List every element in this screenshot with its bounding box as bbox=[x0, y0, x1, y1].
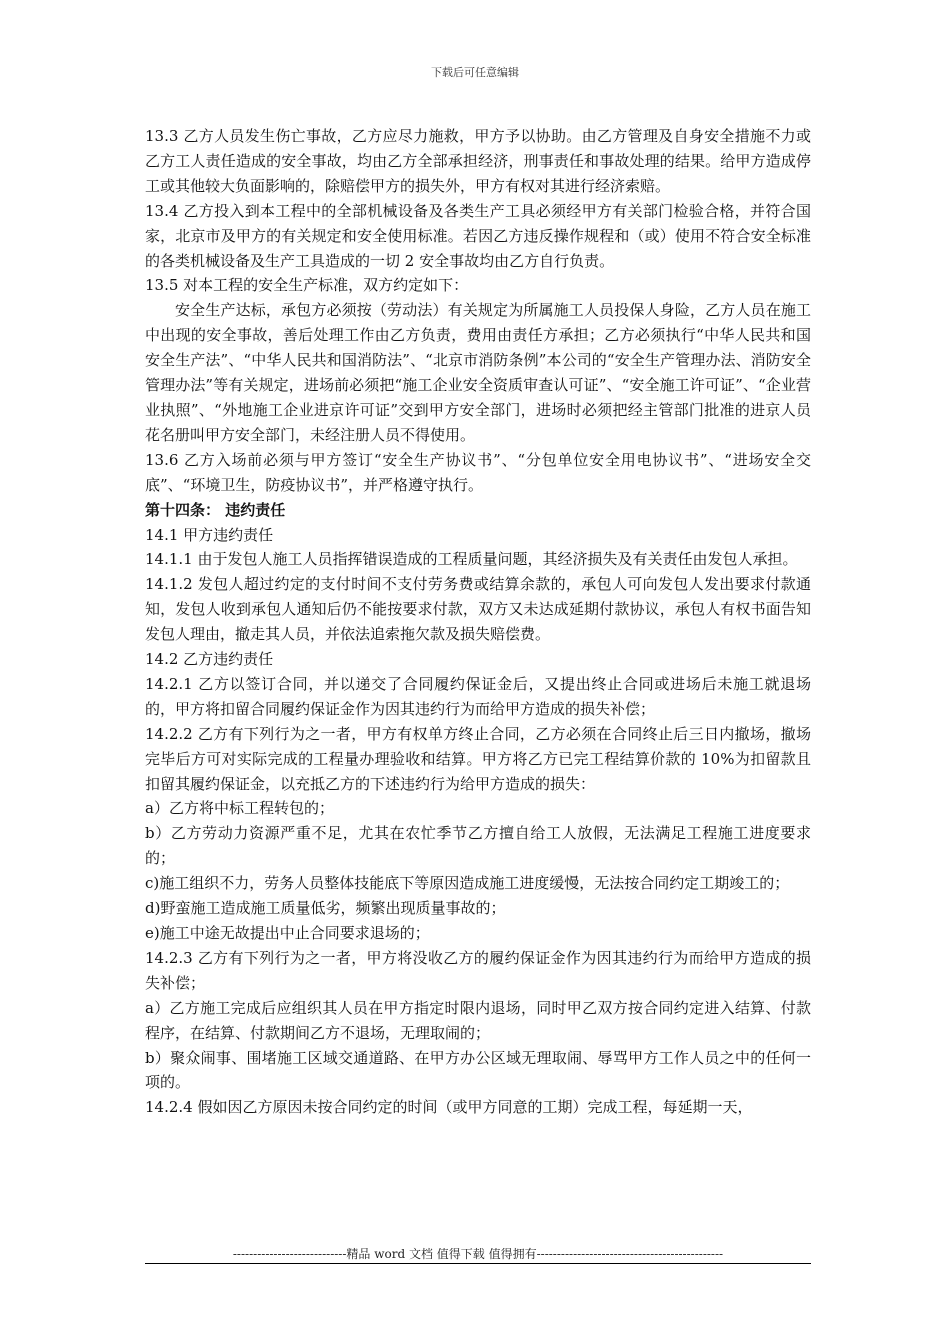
paragraph: 14.1.1 由于发包人施工人员指挥错误造成的工程质量问题，其经济损失及有关责任由发包人承担。 bbox=[145, 550, 798, 569]
paragraph: 14.2.1 乙方以签订合同，并以递交了合同履约保证金后，又提出终止合同或进场后未施工就退场的，甲方将扣留合同履约保证金作为因其违约行为而给甲方造成的损失补偿； bbox=[145, 674, 811, 718]
paragraph: b）聚众闹事、围堵施工区域交通道路、在甲方办公区域无理取闹、辱骂甲方工作人员之中的任何一项的。 bbox=[145, 1048, 811, 1092]
paragraph: 14.2.3 乙方有下列行为之一者，甲方将没收乙方的履约保证金作为因其违约行为而给甲方造成的损失补偿； bbox=[145, 948, 811, 992]
paragraph: e)施工中途无故提出中止合同要求退场的； bbox=[145, 924, 430, 942]
paragraph: 13.6 乙方入场前必须与甲方签订“安全生产协议书”、“分包单位安全用电协议书”、“进场安全交底”、“环境卫生，防疫协议书”，并严格遵守执行。 bbox=[145, 450, 811, 494]
paragraph: a）乙方施工完成后应组织其人员在甲方指定时限内退场，同时甲乙双方按合同约定进入结算、付款程序，在结算、付款期间乙方不退场，无理取闹的； bbox=[145, 998, 811, 1042]
page-footer: ----------------------------精品 word 文档 值得下载 值得拥有---------------------------------------------- bbox=[232, 1247, 724, 1261]
paragraph: b）乙方劳动力资源严重不足，尤其在农忙季节乙方擅自给工人放假，无法满足工程施工进度要求的； bbox=[145, 824, 811, 868]
paragraph: 13.4 乙方投入到本工程中的全部机械设备及各类生产工具必须经甲方有关部门检验合格，并符合国家，北京市及甲方的有关规定和安全使用标准。若因乙方违反操作规程和（或）使用不符合安全标准的各类机械设备及生产工具造成的一切 2 安全事故均由乙方自行负责。 bbox=[145, 201, 811, 270]
paragraph: 14.1.2 发包人超过约定的支付时间不支付劳务费或结算余款的，承包人可向发包人发出要求付款通知，发包人收到承包人通知后仍不能按要求付款，双方又未达成延期付款协议，承包人有权书面告知发包人理由，撤走其人员，并依法追索拖欠款及损失赔偿费。 bbox=[145, 575, 811, 644]
section-heading: 第十四条： 违约责任 bbox=[145, 500, 286, 519]
footer-rule bbox=[145, 1263, 811, 1264]
paragraph: 14.2 乙方违约责任 bbox=[145, 650, 274, 669]
paragraph: 13.3 乙方人员发生伤亡事故，乙方应尽力施救，甲方予以协助。由乙方管理及自身安全措施不力或乙方工人责任造成的安全事故，均由乙方全部承担经济，刑事责任和事故处理的结果。给甲方造成停工或其他较大负面影响的，除赔偿甲方的损失外，甲方有权对其进行经济索赔。 bbox=[145, 127, 811, 195]
paragraph: c)施工组织不力，劳务人员整体技能底下等原因造成施工进度缓慢，无法按合同约定工期竣工的； bbox=[145, 874, 790, 893]
paragraph: 14.2.4 假如因乙方原因未按合同约定的时间（或甲方同意的工期）完成工程，每延期一天， bbox=[145, 1098, 753, 1117]
page-header: 下载后可任意编辑 bbox=[431, 66, 519, 79]
paragraph: 14.2.2 乙方有下列行为之一者，甲方有权单方终止合同，乙方必须在合同终止后三日内撤场，撤场完毕后方可对实际完成的工程量办理验收和结算。甲方将乙方已完工程结算价款的 10%为扣留款且扣留其履约保证金，以充抵乙方的下述违约行为给甲方造成的损失： bbox=[145, 724, 811, 793]
paragraph: 安全生产达标，承包方必须按（劳动法）有关规定为所属施工人员投保人身险，乙方人员在施工中出现的安全事故，善后处理工作由乙方负责，费用由责任方承担；乙方必须执行“中华人民共和国安全生产法”、“中华人民共和国消防法”、“北京市消防条例”本公司的“安全生产管理办法、消防安全管理办法”等有关规定，进场前必须把“施工企业安全资质审查认可证”、“安全施工许可证”、“企业营业执照”、“外地施工企业进京许可证”交到甲方安全部门，进场时必须把经主管部门批准的进京人员花名册叫甲方安全部门，未经注册人员不得使用。 bbox=[145, 301, 811, 444]
paragraph: a）乙方将中标工程转包的； bbox=[145, 799, 334, 818]
document-body bbox=[145, 124, 811, 1120]
paragraph: 13.5 对本工程的安全生产标准，双方约定如下： bbox=[145, 276, 469, 295]
paragraph: 14.1 甲方违约责任 bbox=[145, 525, 274, 544]
paragraph: d)野蛮施工造成施工质量低劣，频繁出现质量事故的； bbox=[145, 899, 506, 918]
